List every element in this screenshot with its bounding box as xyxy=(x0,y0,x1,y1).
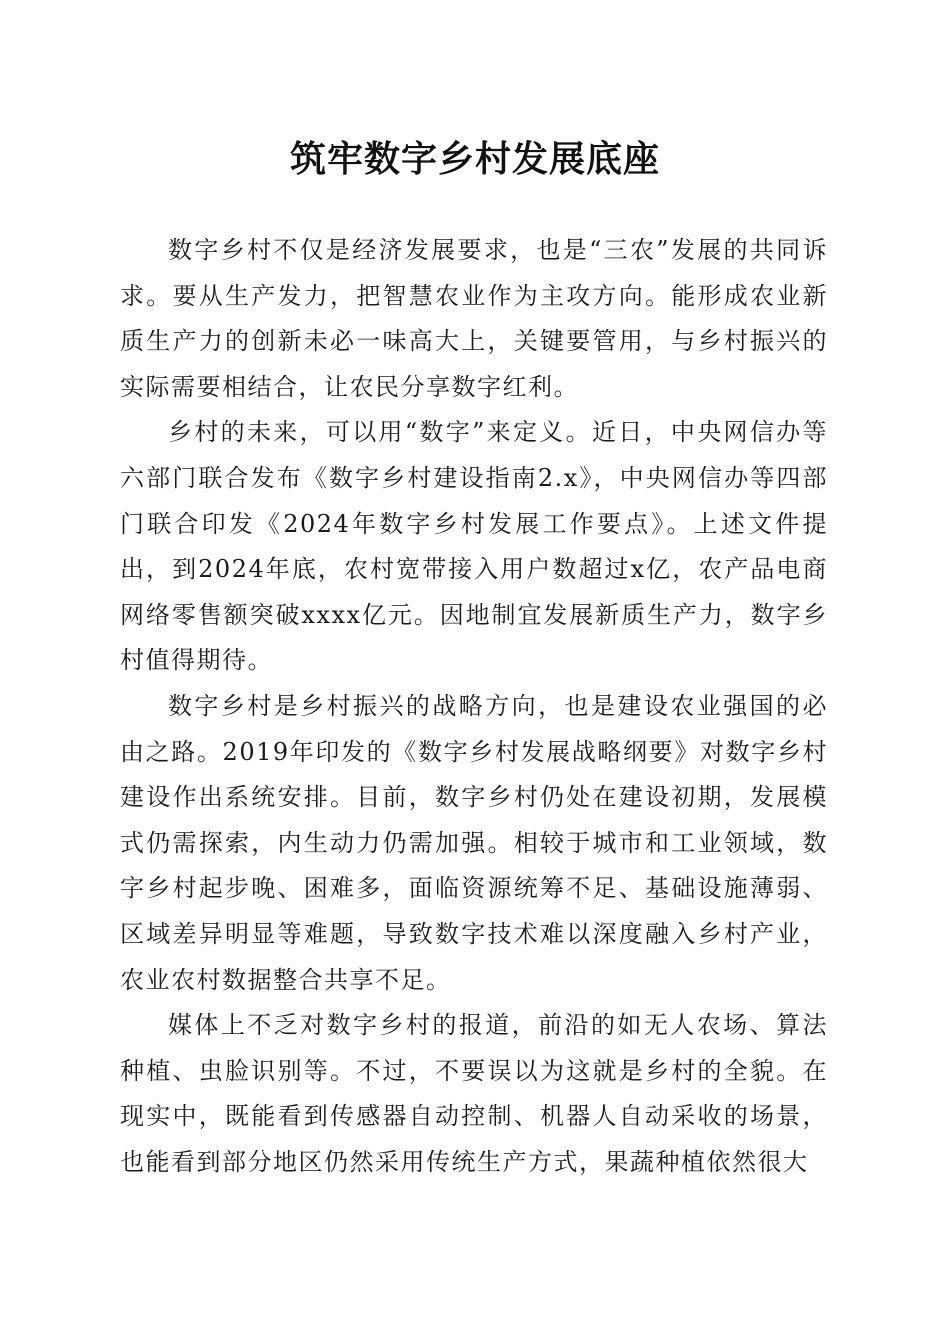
document-body xyxy=(120,228,828,1185)
paragraph-3: 数字乡村是乡村振兴的战略方向，也是建设农业强国的必由之路。2019年印发的《数字乡村发展战略纲要》对数字乡村建设作出系统安排。目前，数字乡村仍处在建设初期，发展模式仍需探索，内生动力仍需加强。相较于城市和工业领域，数字乡村起步晚、困难多，面临资源统筹不足、基础设施薄弱、区域差异明显等难题，导致数字技术难以深度融入乡村产业，农业农村数据整合共享不足。 xyxy=(120,691,828,994)
paragraph-1: 数字乡村不仅是经济发展要求，也是“三农”发展的共同诉求。要从生产发力，把智慧农业作为主攻方向。能形成农业新质生产力的创新未必一味高大上，关键要管用，与乡村振兴的实际需要相结合，让农民分享数字红利。 xyxy=(120,236,828,401)
paragraph-2: 乡村的未来，可以用“数字”来定义。近日，中央网信办等六部门联合发布《数字乡村建设指南2.x》，中央网信办等四部门联合印发《2024年数字乡村发展工作要点》。上述文件提出，到2024年底，农村宽带接入用户数超过x亿，农产品电商网络零售额突破xxxx亿元。因地制宜发展新质生产力，数字乡村值得期待。 xyxy=(120,418,828,675)
document-title: 筑牢数字乡村发展底座 xyxy=(289,138,660,180)
paragraph-4: 媒体上不乏对数字乡村的报道，前沿的如无人农场、算法种植、虫脸识别等。不过，不要误以为这就是乡村的全貌。在现实中，既能看到传感器自动控制、机器人自动采收的场景，也能看到部分地区仍然采用传统生产方式，果蔬种植依然很大 xyxy=(120,1011,828,1176)
